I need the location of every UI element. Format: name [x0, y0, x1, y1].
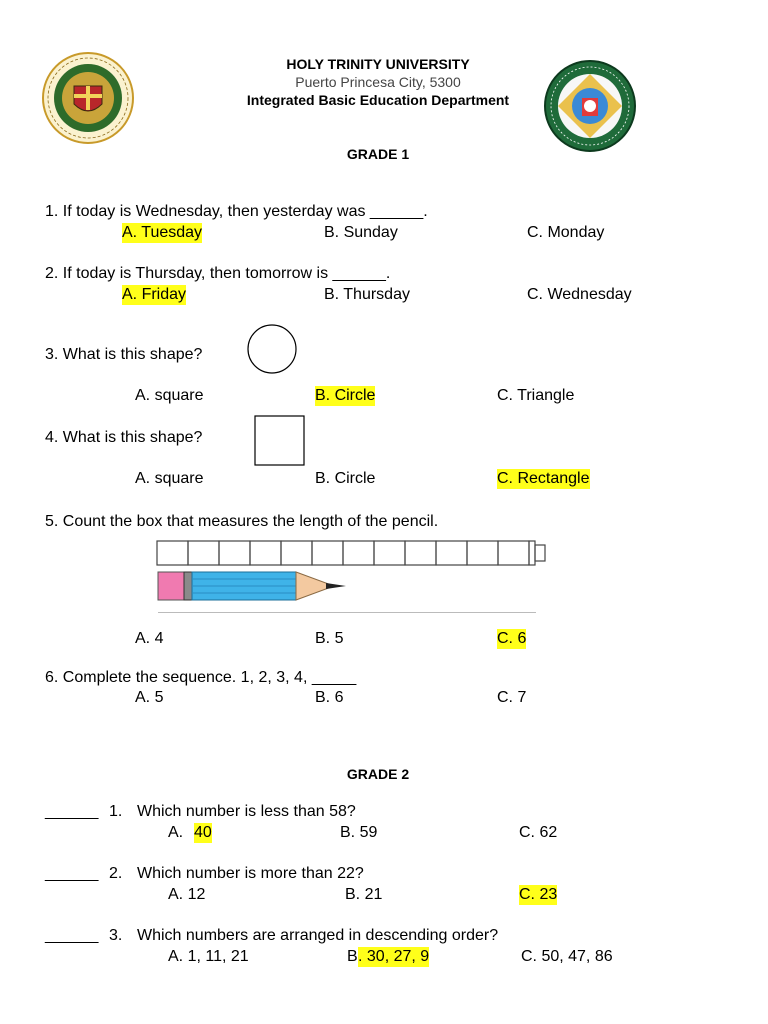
g1-q5-option-c: C. 6 — [497, 630, 527, 647]
pencil-icon — [156, 570, 356, 604]
g2-q3-question: Which numbers are arranged in descending order? — [137, 927, 499, 944]
g2-q2-question: Which number is more than 22? — [137, 865, 364, 882]
g2-q1-option-c: C. 62 — [519, 824, 558, 841]
g1-q6-question: 6. Complete the sequence. 1, 2, 3, 4, _____ — [45, 669, 357, 686]
ruler-boxes — [156, 540, 548, 568]
g1-q1-option-a: A. Tuesday — [122, 224, 203, 241]
g1-q2-option-c: C. Wednesday — [527, 286, 632, 303]
right-seal — [544, 60, 636, 152]
baseline-divider — [158, 612, 536, 613]
g1-q2-question: 2. If today is Thursday, then tomorrow is ______. — [45, 265, 391, 282]
g1-q6-option-b: B. 6 — [315, 689, 344, 706]
g1-q4-question: 4. What is this shape? — [45, 429, 203, 446]
university-city: Puerto Princesa City, 5300 — [295, 74, 461, 90]
university-name: HOLY TRINITY UNIVERSITY — [286, 56, 470, 72]
g2-q2-number: 2. — [109, 865, 123, 882]
g1-q1-option-b: B. Sunday — [324, 224, 398, 241]
g1-q4-option-c: C. Rectangle — [497, 470, 590, 487]
g1-q1-option-c: C. Monday — [527, 224, 605, 241]
grade2-title: GRADE 2 — [346, 766, 410, 782]
g2-q1-blank: ______ — [45, 803, 99, 820]
g1-q5-option-a: A. 4 — [135, 630, 164, 647]
g2-q2-option-c: C. 23 — [519, 886, 558, 903]
g2-q3-option-b-letter: B — [347, 948, 358, 965]
g2-q1-question: Which number is less than 58? — [137, 803, 356, 820]
g2-q1-option-a-letter: A. — [168, 824, 184, 841]
g1-q4-option-a: A. square — [135, 470, 204, 487]
g2-q3-blank: ______ — [45, 927, 99, 944]
g1-q1-question: 1. If today is Wednesday, then yesterday was ______. — [45, 203, 428, 220]
g2-q1-number: 1. — [109, 803, 123, 820]
g2-q1-option-a-value: 40 — [194, 824, 212, 841]
g2-q2-blank: ______ — [45, 865, 99, 882]
g1-q3-option-a: A. square — [135, 387, 204, 404]
square-shape — [254, 415, 306, 467]
grade1-title: GRADE 1 — [346, 146, 410, 162]
g2-q2-option-b: B. 21 — [345, 886, 383, 903]
g2-q3-option-b-value: . 30, 27, 9 — [358, 948, 430, 965]
g1-q2-option-a: A. Friday — [122, 286, 187, 303]
g1-q3-question: 3. What is this shape? — [45, 346, 203, 363]
g1-q3-option-c: C. Triangle — [497, 387, 575, 404]
g2-q1-option-b: B. 59 — [340, 824, 378, 841]
g1-q5-question: 5. Count the box that measures the length of the pencil. — [45, 513, 439, 530]
g2-q3-number: 3. — [109, 927, 123, 944]
g1-q2-option-b: B. Thursday — [324, 286, 410, 303]
g2-q2-option-a: A. 12 — [168, 886, 206, 903]
g2-q3-option-c: C. 50, 47, 86 — [521, 948, 613, 965]
g1-q5-option-b: B. 5 — [315, 630, 344, 647]
circle-shape — [246, 324, 298, 376]
department-seal-icon — [544, 60, 636, 152]
g1-q4-option-b: B. Circle — [315, 470, 376, 487]
g1-q3-option-b: B. Circle — [315, 387, 376, 404]
g1-q6-option-c: C. 7 — [497, 689, 527, 706]
g1-q6-option-a: A. 5 — [135, 689, 164, 706]
department-name: Integrated Basic Education Department — [246, 92, 510, 108]
g2-q3-option-a: A. 1, 11, 21 — [168, 948, 249, 965]
